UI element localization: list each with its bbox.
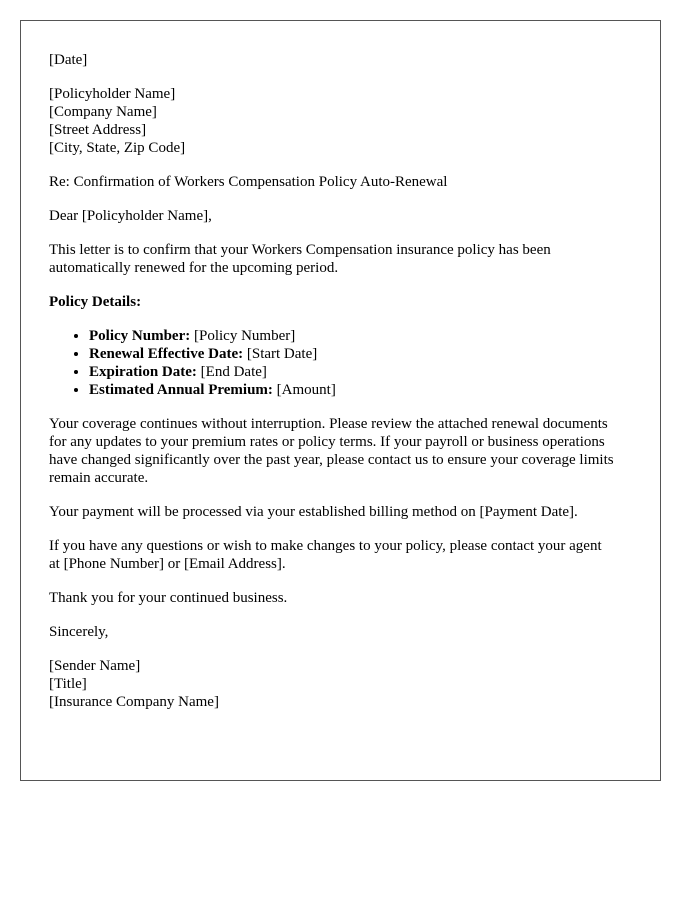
policy-detail-item — [89, 381, 632, 399]
renewal-date-label: Renewal Effective Date: — [89, 346, 244, 362]
recipient-city-state-zip: [City, State, Zip Code] — [49, 140, 186, 156]
letter-page — [20, 20, 661, 781]
recipient-street: [Street Address] — [49, 122, 147, 138]
thanks-line: Thank you for your continued business. — [49, 590, 288, 606]
expiration-date-label: Expiration Date: — [89, 364, 197, 380]
date-text: [Date] — [49, 52, 88, 68]
questions-paragraph: If you have any questions or wish to make changes to your policy, please contact your agent at [Phone Number] or [Email Address]. — [49, 538, 602, 572]
payment-paragraph: Your payment will be processed via your established billing method on [Payment Date]. — [49, 504, 578, 520]
policy-number-value: [Policy Number] — [193, 328, 296, 344]
policy-details-heading: Policy Details: — [49, 294, 142, 310]
policy-detail-item — [89, 363, 632, 381]
recipient-company: [Company Name] — [49, 104, 157, 120]
salutation: Dear [Policyholder Name], — [49, 208, 212, 224]
intro-paragraph: This letter is to confirm that your Workers Compensation insurance policy has been automatically renewed for the upcoming period. — [49, 242, 551, 276]
expiration-date-value: [End Date] — [200, 364, 267, 380]
closing-line: Sincerely, — [49, 624, 109, 640]
policy-details-list — [49, 327, 632, 399]
sender-name: [Sender Name] — [49, 658, 141, 674]
recipient-name: [Policyholder Name] — [49, 86, 176, 102]
letter-date — [49, 51, 632, 69]
annual-premium-value: [Amount] — [276, 382, 336, 398]
coverage-paragraph: Your coverage continues without interruption. Please review the attached renewal documents for any updates to your premium rates or policy terms. If your payroll or business operations have changed significantly over the past year, please contact us to ensure your coverage limits remain accurate. — [49, 416, 614, 486]
renewal-date-value: [Start Date] — [246, 346, 318, 362]
policy-detail-item — [89, 345, 632, 363]
policy-number-label: Policy Number: — [89, 328, 191, 344]
signature-block — [49, 657, 632, 711]
subject-line: Re: Confirmation of Workers Compensation Policy Auto-Renewal — [49, 174, 448, 190]
policy-detail-item — [89, 327, 632, 345]
annual-premium-label: Estimated Annual Premium: — [89, 382, 273, 398]
sender-company: [Insurance Company Name] — [49, 694, 219, 710]
sender-title: [Title] — [49, 676, 87, 692]
recipient-address — [49, 85, 632, 157]
